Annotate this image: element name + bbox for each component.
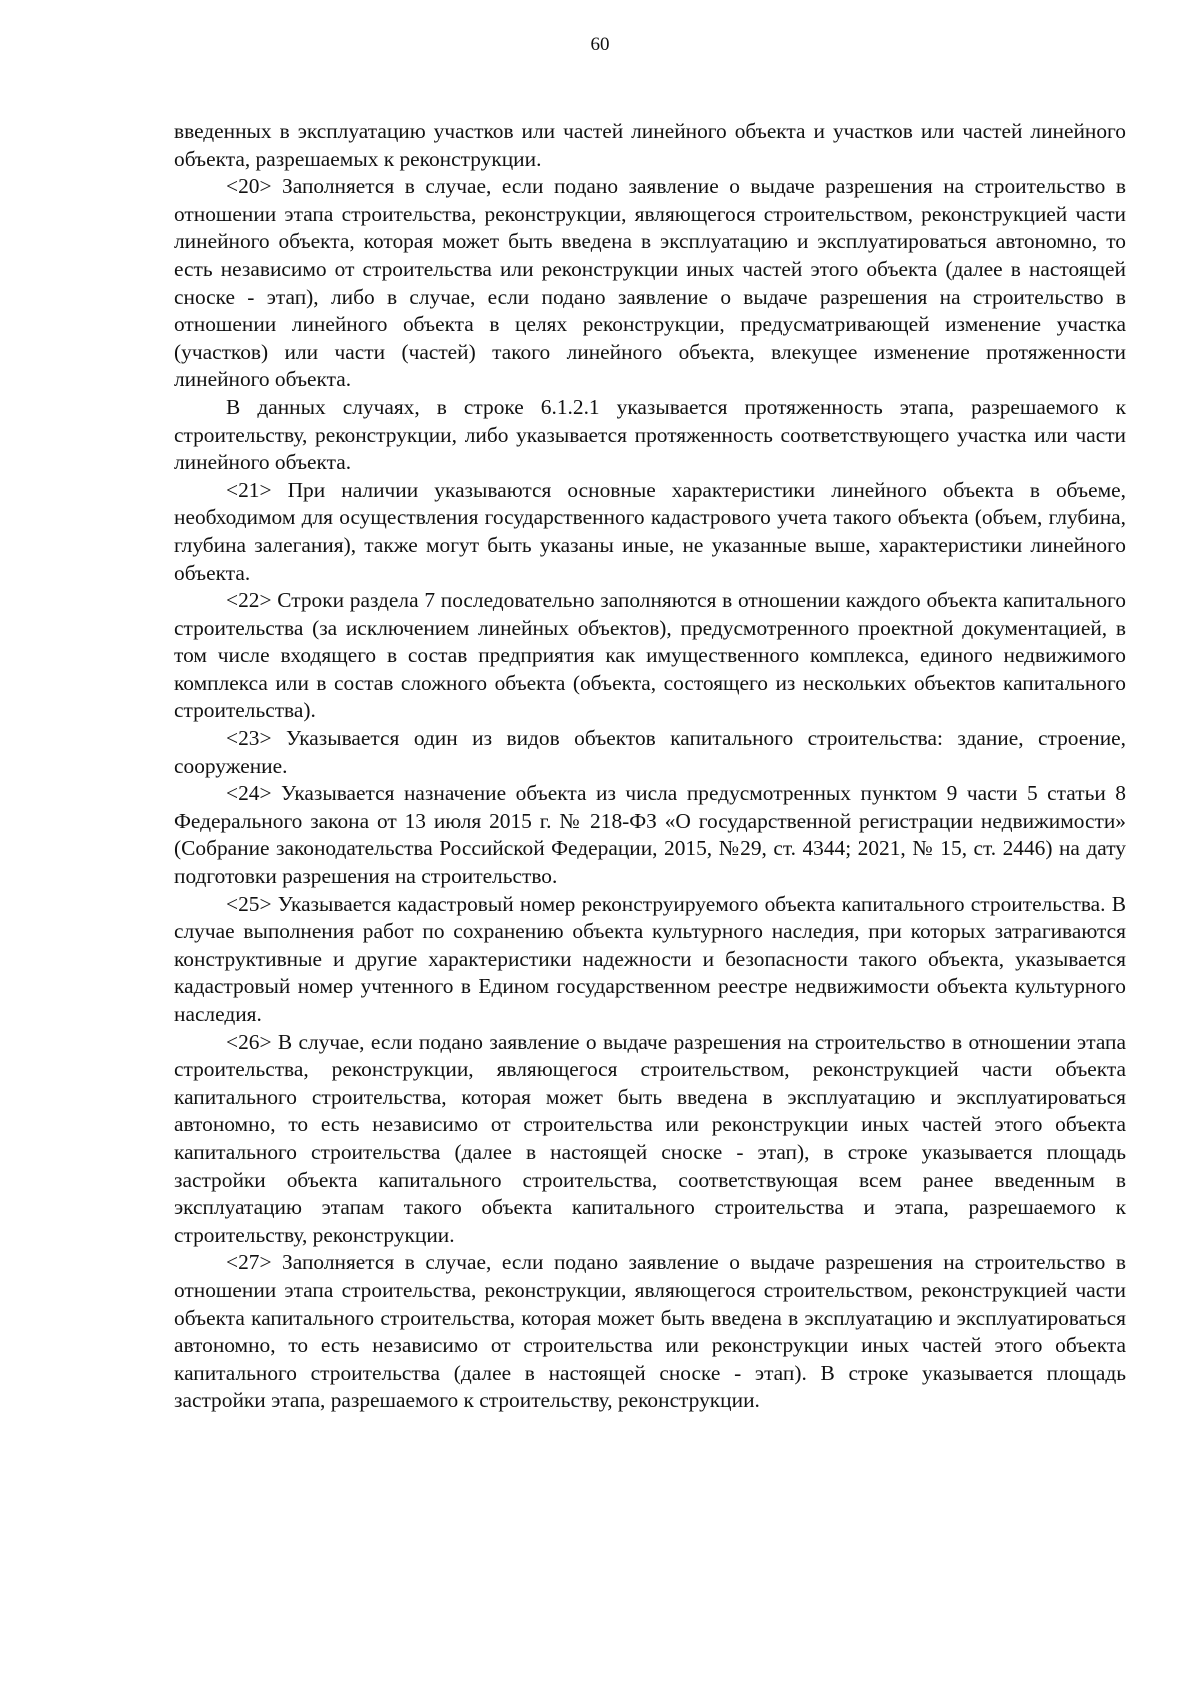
footnote-27: <27> Заполняется в случае, если подано заявление о выдаче разрешения на строительство в отношении этапа строительства, реконструкции, являющегося строительством, реконструкцией части объекта капитального строительства, которая может быть введена в эксплуатацию и эксплуатироваться автономно, то есть независимо от строительства или реконструкции иных частей этого объекта капитального строительства (далее в настоящей сноске - этап). В строке указывается площадь застройки этапа, разрешаемого к строительству, реконструкции.	[174, 1250, 1126, 1413]
footnote-25: <25> Указывается кадастровый номер реконструируемого объекта капитального строительства. В случае выполнения работ по сохранению объекта культурного наследия, при которых затрагиваются конструктивные и другие характеристики надежности и безопасности такого объекта, указывается кадастровый номер учтенного в Едином государственном реестре недвижимости объекта культурного наследия.	[174, 891, 1126, 1026]
document-body	[174, 118, 1126, 1415]
footnote-20-continuation: В данных случаях, в строке 6.1.2.1 указывается протяженность этапа, разрешаемого к строительству, реконструкции, либо указывается протяженность соответствующего участка или части линейного объекта.	[174, 394, 1126, 475]
footnote-24: <24> Указывается назначение объекта из числа предусмотренных пунктом 9 части 5 статьи 8 Федерального закона от 13 июля 2015 г. № 218-ФЗ «О государственной регистрации недвижимости» (Собрание законодательства Российской Федерации, 2015, №29, ст. 4344; 2021, № 15, ст. 2446) на дату подготовки разрешения на строительство.	[174, 781, 1126, 889]
footnote-20: <20> Заполняется в случае, если подано заявление о выдаче разрешения на строительство в отношении этапа строительства, реконструкции, являющегося строительством, реконструкцией части линейного объекта, которая может быть введена в эксплуатацию и эксплуатироваться автономно, то есть независимо от строительства или реконструкции иных частей этого объекта (далее в настоящей сноске - этап), либо в случае, если подано заявление о выдаче разрешения на строительство в отношении линейного объекта в целях реконструкции, предусматривающей изменение участка (участков) или части (частей) такого линейного объекта, влекущее изменение протяженности линейного объекта.	[174, 174, 1126, 392]
footnote-21: <21> При наличии указываются основные характеристики линейного объекта в объеме, необходимом для осуществления государственного кадастрового учета такого объекта (объем, глубина, глубина залегания), также могут быть указаны иные, не указанные выше, характеристики линейного объекта.	[174, 477, 1126, 585]
footnote-22: <22> Строки раздела 7 последовательно заполняются в отношении каждого объекта капитального строительства (за исключением линейных объектов), предусмотренного проектной документацией, в том числе входящего в состав предприятия как имущественного комплекса, единого недвижимого комплекса или в состав сложного объекта (объекта, состоящего из нескольких объектов капитального строительства).	[174, 588, 1126, 723]
footnote-23: <23> Указывается один из видов объектов капитального строительства: здание, строение, сооружение.	[174, 726, 1126, 778]
footnote-26: <26> В случае, если подано заявление о выдаче разрешения на строительство в отношении этапа строительства, реконструкции, являющегося строительством, реконструкцией части объекта капитального строительства, которая может быть введена в эксплуатацию и эксплуатироваться автономно, то есть независимо от строительства или реконструкции иных частей этого объекта капитального строительства (далее в настоящей сноске - этап), в строке указывается площадь застройки объекта капитального строительства, соответствующая всем ранее введенным в эксплуатацию этапам такого объекта капитального строительства и этапа, разрешаемого к строительству, реконструкции.	[174, 1029, 1126, 1247]
paragraph-continuation: введенных в эксплуатацию участков или частей линейного объекта и участков или частей линейного объекта, разрешаемых к реконструкции.	[174, 119, 1126, 171]
page-number: 60	[590, 34, 610, 55]
